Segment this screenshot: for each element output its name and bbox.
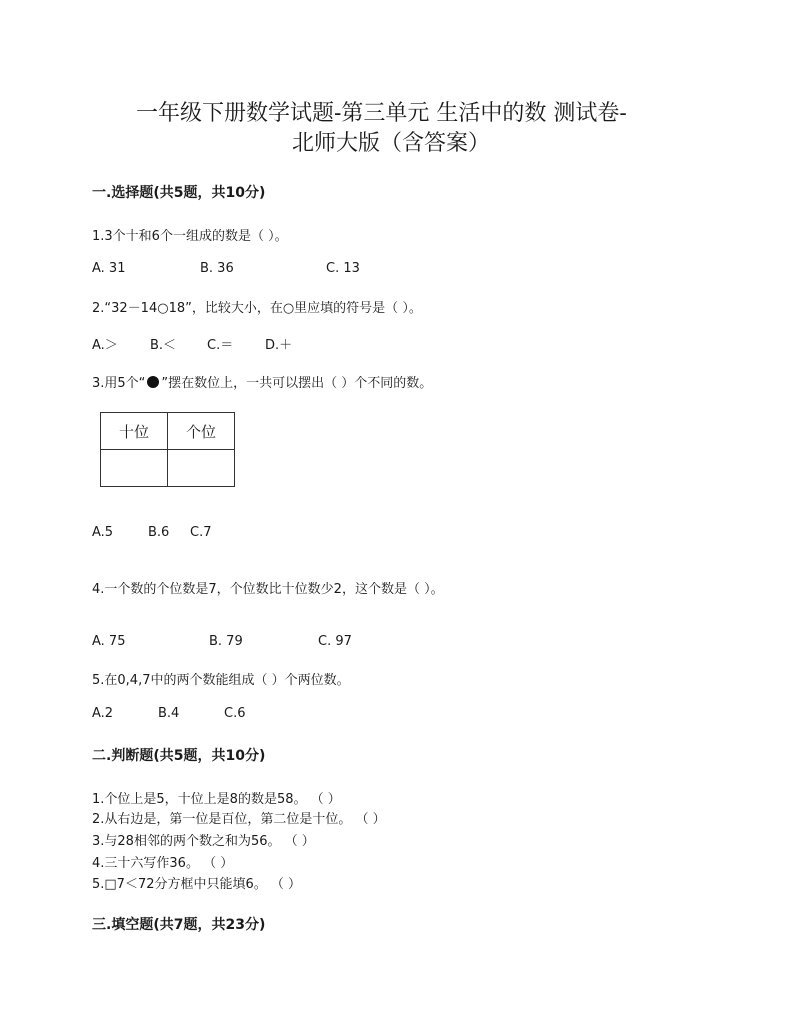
q2-option-d: D.＋ — [265, 338, 293, 353]
question-3-text-end: ”摆在数位上，一共可以摆出（ ）个不同的数。 — [161, 376, 433, 391]
q2-option-b: B.＜ — [150, 338, 177, 353]
q3-option-b: B.6 — [148, 525, 170, 540]
judgment-item-5: 5.□7＜72分方框中只能填6。 （ ） — [92, 877, 302, 892]
q2-option-c: C.＝ — [207, 338, 234, 353]
place-value-table — [100, 412, 235, 487]
judgment-item-3: 3.与28相邻的两个数之和为56。 （ ） — [92, 834, 315, 849]
question-3-text-start: 3.用5个“ — [92, 376, 146, 391]
tens-place-cell — [101, 450, 168, 487]
q5-option-b: B.4 — [158, 706, 180, 721]
question-5: 5.在0,4,7中的两个数能组成（ ）个两位数。 — [92, 673, 350, 688]
q1-option-b: B. 36 — [200, 261, 234, 276]
section-1-heading: 一.选择题(共5题，共10分) — [92, 185, 266, 201]
bead-dot-icon — [147, 376, 159, 388]
q4-option-a: A. 75 — [92, 634, 126, 649]
question-1: 1.3个十和6个一组成的数是（ ）。 — [92, 229, 288, 244]
q3-option-c: C.7 — [190, 525, 212, 540]
page-title-line-1: 一年级下册数学试题-第三单元 生活中的数 测试卷- — [136, 101, 627, 126]
page-title-line-2: 北师大版（含答案） — [292, 131, 491, 156]
q2-option-a: A.＞ — [92, 338, 118, 353]
judgment-item-2: 2.从右边是，第一位是百位，第二位是十位。 （ ） — [92, 812, 386, 827]
question-4: 4.一个数的个位数是7，个位数比十位数少2，这个数是（ ）。 — [92, 582, 444, 597]
judgment-item-1: 1.个位上是5，十位上是8的数是58。 （ ） — [92, 792, 341, 807]
q3-option-a: A.5 — [92, 525, 114, 540]
ones-place-header: 个位 — [168, 413, 235, 450]
judgment-item-4: 4.三十六写作36。 （ ） — [92, 856, 234, 871]
q4-option-b: B. 79 — [209, 634, 243, 649]
tens-place-header: 十位 — [101, 413, 168, 450]
q5-option-c: C.6 — [224, 706, 246, 721]
ones-place-cell — [168, 450, 235, 487]
question-2: 2.“32－14○18”，比较大小，在○里应填的符号是（ ）。 — [92, 301, 422, 316]
question-3 — [92, 372, 432, 391]
q4-option-c: C. 97 — [318, 634, 352, 649]
q5-option-a: A.2 — [92, 706, 114, 721]
q1-option-a: A. 31 — [92, 261, 126, 276]
section-3-heading: 三.填空题(共7题，共23分) — [92, 917, 266, 933]
q1-option-c: C. 13 — [326, 261, 360, 276]
section-2-heading: 二.判断题(共5题，共10分) — [92, 748, 266, 764]
